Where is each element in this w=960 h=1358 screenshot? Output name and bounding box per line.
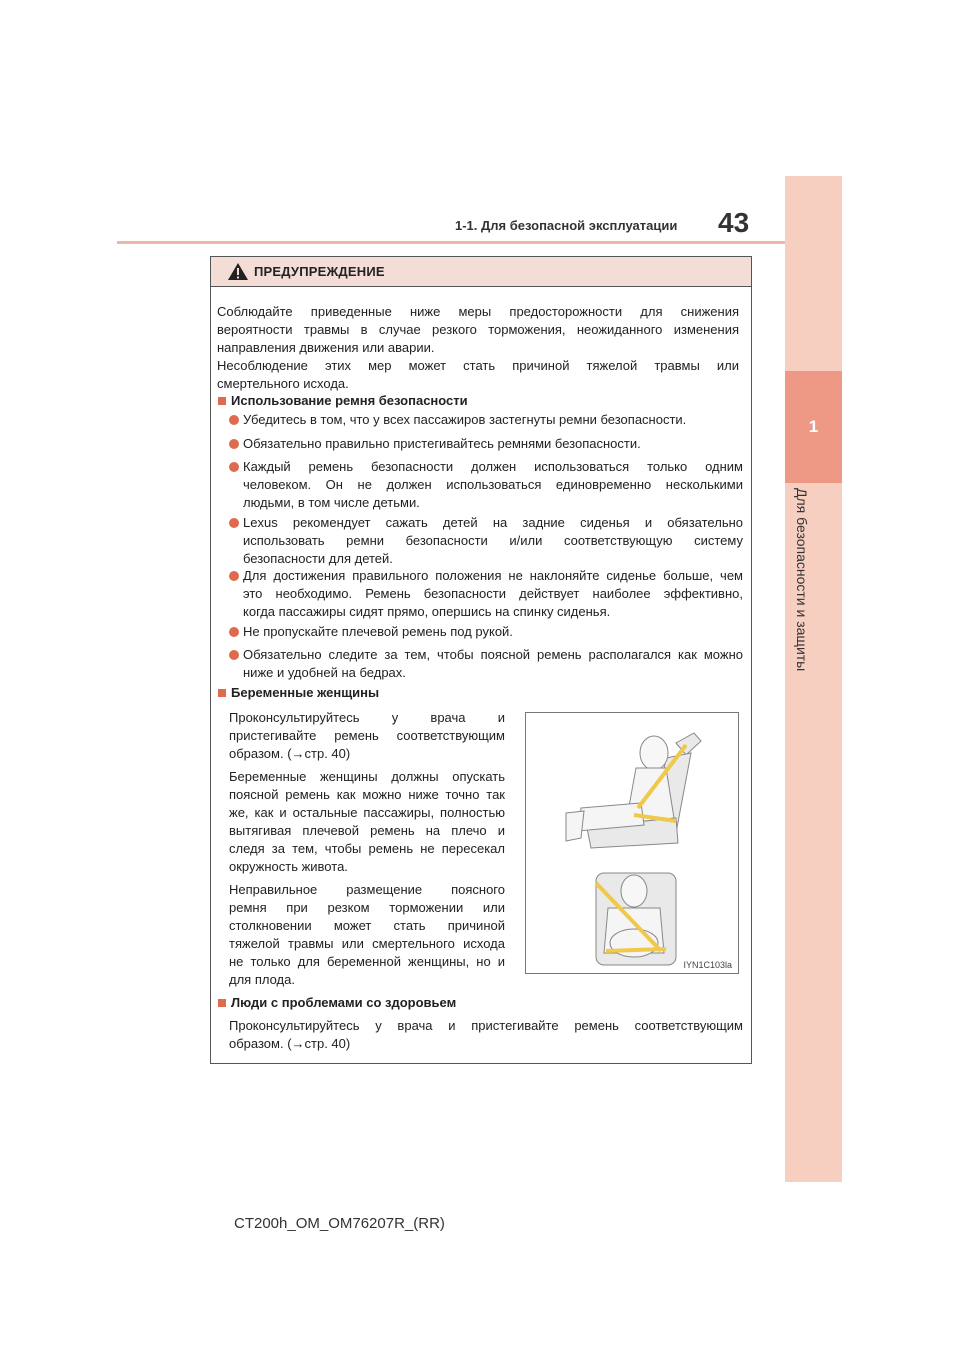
round-bullet-icon [229,650,239,660]
bullet-line: использовать ремни безопасности и/или соответствующую систему [243,533,743,548]
intro-line: направления движения или аварии. [217,340,435,355]
pregnant-text-line: Неправильное размещение поясного [229,882,505,897]
square-bullet-icon [218,689,226,697]
chapter-number: 1 [808,417,819,436]
section-heading: Использование ремня безопасности [231,393,468,408]
intro-line: вероятности травмы в случае резкого торможения, неожиданного изменения [217,322,739,337]
intro-line: Соблюдайте приведенные ниже меры предосторожности для снижения [217,304,739,319]
pregnant-text-line: следя за тем, чтобы ремень не пересекал [229,841,505,856]
bullet-line: Lexus рекомендует сажать детей на задние сиденья и обязательно [243,515,743,530]
bullet-line: Обязательно следите за тем, чтобы поясной ремень располагался как можно [243,647,743,662]
health-text-line: образом. (→стр. 40) [229,1036,351,1051]
round-bullet-icon [229,627,239,637]
bullet-line: Для достижения правильного положения не наклоняйте сиденье больше, чем [243,568,743,583]
pregnant-seatbelt-illustration [525,712,739,974]
health-text-line: Проконсультируйтесь у врача и пристегивайте ремень соответствующим [229,1018,743,1033]
pregnant-text-line: Проконсультируйтесь у врача и [229,710,505,725]
illustration-code: IYN1C103la [683,960,732,970]
square-bullet-icon [218,999,226,1007]
pregnant-text-line: не только для беременной женщины, но и [229,954,505,969]
pregnant-text-line: тяжелой травмы или смертельного исхода [229,936,505,951]
pregnant-text-line: окружность живота. [229,859,348,874]
chapter-title-vertical [786,488,812,672]
header-rule [117,241,785,244]
warning-title: ПРЕДУПРЕЖДЕНИЕ [254,264,385,279]
bullet-line: Не пропускайте плечевой ремень под рукой. [243,624,513,639]
bullet-line: человеком. Он не должен использоваться единовременно несколькими [243,477,743,492]
bullet-line: когда пассажиры сидят прямо, опершись на спинку сиденья. [243,604,611,619]
intro-line: смертельного исхода. [217,376,349,391]
section-heading: Люди с проблемами со здоровьем [231,995,457,1010]
bullet-line: это необходимо. Ремень безопасности действует наиболее эффективно, [243,586,743,601]
bullet-line: людьми, в том числе детьми. [243,495,420,510]
square-bullet-icon [218,397,226,405]
section-title: 1-1. Для безопасной эксплуатации [455,218,678,233]
bullet-line: Убедитесь в том, что у всех пассажиров застегнуты ремни безопасности. [243,412,687,427]
warning-triangle-icon [227,262,249,281]
page-number: 43 [718,207,750,238]
document-code-footer: CT200h_OM_OM76207R_(RR) [234,1215,445,1232]
chapter-title-text: Для безопасности и защиты [794,488,810,672]
bullet-line: Каждый ремень безопасности должен использоваться только одним [243,459,743,474]
pregnant-text-line: столкновении может стать причиной [229,918,505,933]
round-bullet-icon [229,518,239,528]
round-bullet-icon [229,415,239,425]
warning-header [211,257,751,287]
pregnant-text-line: Беременные женщины должны опускать [229,769,505,784]
intro-line: Несоблюдение этих мер может стать причиной тяжелой травмы или [217,358,739,373]
round-bullet-icon [229,462,239,472]
round-bullet-icon [229,571,239,581]
chapter-side-tab [785,176,842,1182]
pregnant-text-line: же, как и остальные пассажиры, полностью [229,805,505,820]
pregnant-text-line: вытягивая плечевой ремень на плечо и [229,823,505,838]
bullet-line: безопасности для детей. [243,551,393,566]
round-bullet-icon [229,439,239,449]
bullet-line: Обязательно правильно пристегивайтесь ремнями безопасности. [243,436,641,451]
bullet-line: ниже и удобней на бедрах. [243,665,406,680]
pregnant-text-line: для плода. [229,972,295,987]
pregnant-text-line: поясной ремень как можно ниже точно так [229,787,505,802]
pregnant-text-line: образом. (→стр. 40) [229,746,351,761]
pregnant-text-line: пристегивайте ремень соответствующим [229,728,505,743]
pregnant-text-line: ремня при резком торможении или [229,900,505,915]
section-heading: Беременные женщины [231,685,380,700]
seatbelt-drawing [526,713,738,973]
